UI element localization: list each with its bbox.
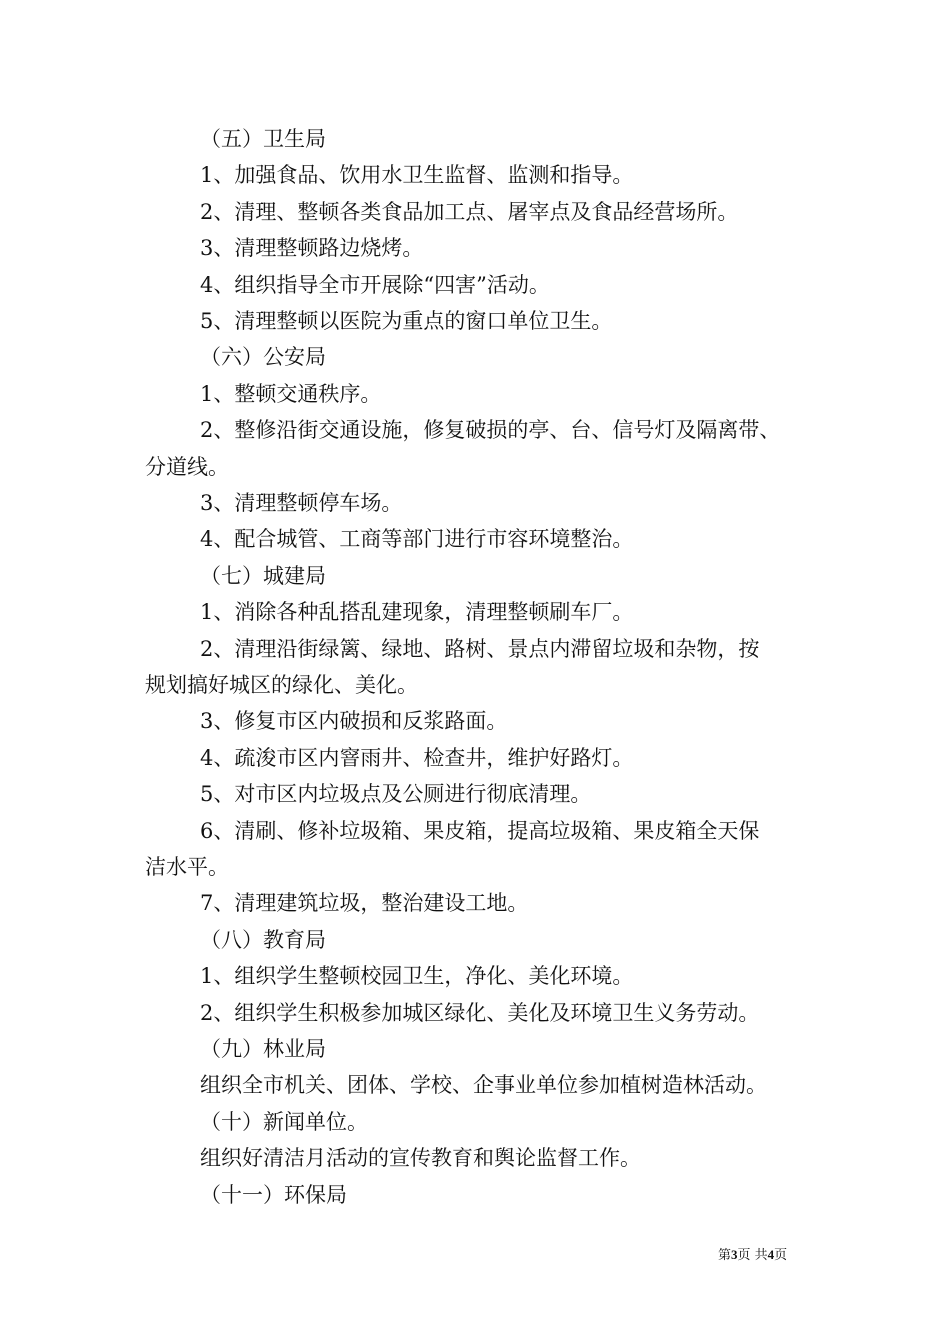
footer-prefix: 第 <box>718 1248 732 1263</box>
text-line: 1、加强食品、饮用水卫生监督、监测和指导。 <box>200 163 634 188</box>
text-line: 3、修复市区内破损和反浆路面。 <box>200 709 508 734</box>
text-line: 组织全市机关、团体、学校、企事业单位参加植树造林活动。 <box>200 1073 767 1098</box>
text-line: 2、组织学生积极参加城区绿化、美化及环境卫生义务劳动。 <box>200 1000 760 1025</box>
footer-middle: 页 共 <box>737 1248 768 1263</box>
text-line: 洁水平。 <box>145 855 229 879</box>
text-line: 1、整顿交通秩序。 <box>200 381 382 406</box>
text-line: 5、清理整顿以医院为重点的窗口单位卫生。 <box>200 309 613 333</box>
text-line: （九）林业局 <box>200 1037 326 1061</box>
footer-suffix: 页 <box>774 1248 788 1263</box>
text-line: 3、清理整顿停车场。 <box>200 491 403 515</box>
text-line: 1、组织学生整顿校园卫生，净化、美化环境。 <box>200 964 634 989</box>
text-line: 1、消除各种乱搭乱建现象，清理整顿刷车厂。 <box>200 600 634 625</box>
text-line: 2、清理、整顿各类食品加工点、屠宰点及食品经营场所。 <box>200 199 739 224</box>
text-line: 4、组织指导全市开展除“四害”活动。 <box>200 272 550 297</box>
text-line: 规划搞好城区的绿化、美化。 <box>145 673 418 697</box>
text-line: 4、疏浚市区内窨雨井、检查井，维护好路灯。 <box>200 745 634 770</box>
text-line: （五）卫生局 <box>200 127 326 151</box>
text-line: （八）教育局 <box>200 927 326 952</box>
text-line: 2、整修沿街交通设施，修复破损的亭、台、信号灯及隔离带、 <box>200 418 781 443</box>
text-line: （六）公安局 <box>200 345 326 370</box>
text-line: （十）新闻单位。 <box>200 1109 368 1134</box>
current-page-number: 3 <box>731 1247 738 1262</box>
text-line: 组织好清洁月活动的宣传教育和舆论监督工作。 <box>200 1146 641 1171</box>
text-line: 分道线。 <box>145 454 229 479</box>
text-line: 7、清理建筑垃圾，整治建设工地。 <box>200 891 529 916</box>
text-line: 4、配合城管、工商等部门进行市容环境整治。 <box>200 527 634 552</box>
text-line: 3、清理整顿路边烧烤。 <box>200 236 424 261</box>
page-footer <box>718 1245 787 1266</box>
total-page-number: 4 <box>767 1247 775 1262</box>
text-line: 6、清刷、修补垃圾箱、果皮箱，提高垃圾箱、果皮箱全天保 <box>200 818 760 843</box>
text-line: 5、对市区内垃圾点及公厕进行彻底清理。 <box>200 782 592 807</box>
text-line: （十一）环保局 <box>200 1182 347 1207</box>
text-line: （七）城建局 <box>200 563 326 588</box>
text-line: 2、清理沿街绿篱、绿地、路树、景点内滞留垃圾和杂物，按 <box>200 636 760 661</box>
